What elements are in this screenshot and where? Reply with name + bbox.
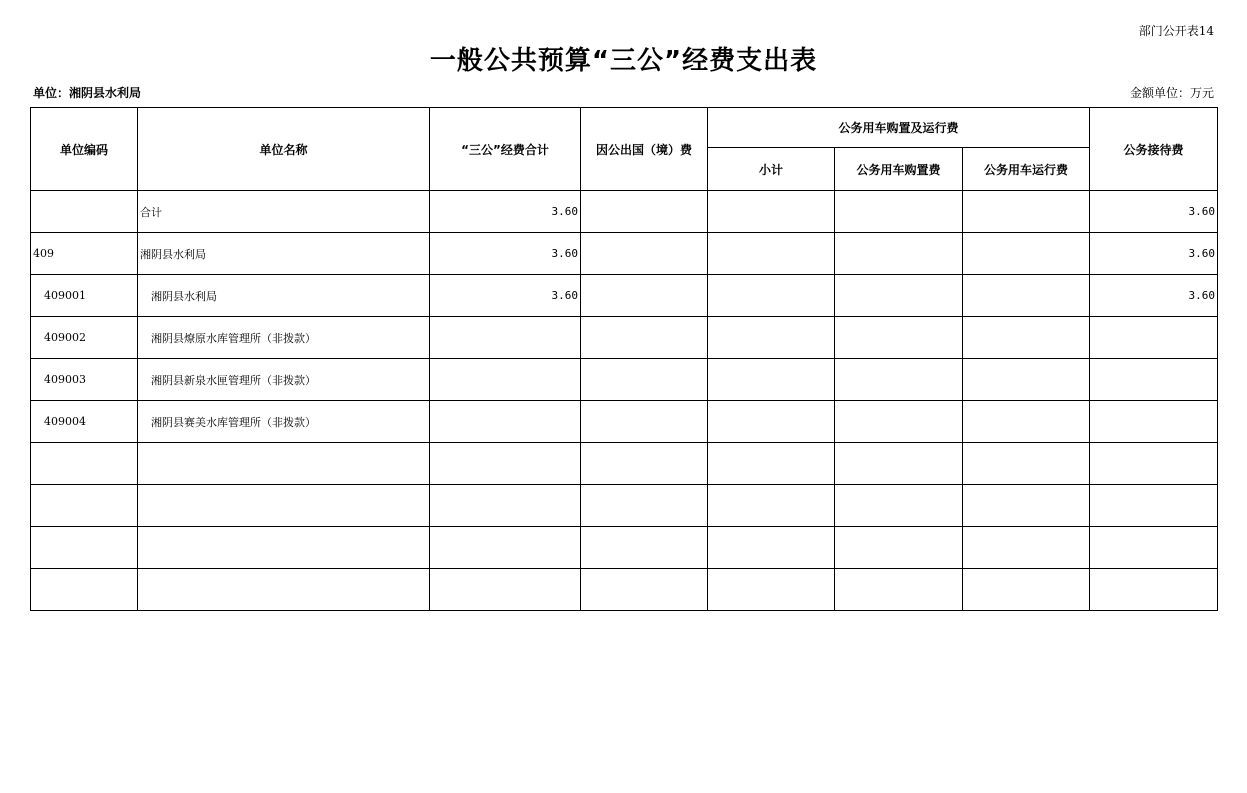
cell-vehicle-operation bbox=[963, 527, 1090, 569]
cell-name bbox=[138, 569, 430, 611]
cell-vehicle-operation bbox=[963, 191, 1090, 233]
cell-vehicle-operation bbox=[963, 233, 1090, 275]
cell-code bbox=[31, 485, 138, 527]
cell-abroad bbox=[581, 527, 708, 569]
reporting-unit: 单位：湘阴县水利局 bbox=[33, 86, 142, 100]
table-body bbox=[31, 191, 1218, 611]
cell-reception bbox=[1090, 485, 1218, 527]
cell-vehicle-purchase bbox=[835, 527, 963, 569]
table-row bbox=[31, 233, 1218, 275]
table-row bbox=[31, 527, 1218, 569]
cell-abroad bbox=[581, 317, 708, 359]
cell-subtotal bbox=[708, 275, 835, 317]
cell-code: 409 bbox=[31, 233, 138, 275]
table-row bbox=[31, 443, 1218, 485]
cell-vehicle-operation bbox=[963, 401, 1090, 443]
table-row bbox=[31, 401, 1218, 443]
col-header-vehicle-operation: 公务用车运行费 bbox=[963, 148, 1090, 191]
cell-reception bbox=[1090, 443, 1218, 485]
amount-unit: 金额单位：万元 bbox=[1129, 86, 1214, 100]
cell-total bbox=[430, 401, 581, 443]
cell-reception bbox=[1090, 569, 1218, 611]
col-header-name: 单位名称 bbox=[138, 108, 430, 191]
cell-code: 409003 bbox=[31, 359, 138, 401]
cell-vehicle-purchase bbox=[835, 485, 963, 527]
cell-code bbox=[31, 443, 138, 485]
cell-total bbox=[430, 443, 581, 485]
cell-code: 409004 bbox=[31, 401, 138, 443]
cell-vehicle-operation bbox=[963, 359, 1090, 401]
cell-name: 湘阴县新泉水匣管理所（非拨款） bbox=[138, 359, 430, 401]
cell-reception: 3.60 bbox=[1090, 191, 1218, 233]
cell-abroad bbox=[581, 569, 708, 611]
col-header-vehicle-purchase: 公务用车购置费 bbox=[835, 148, 963, 191]
cell-abroad bbox=[581, 401, 708, 443]
col-header-subtotal: 小计 bbox=[708, 148, 835, 191]
cell-subtotal bbox=[708, 485, 835, 527]
cell-code: 409001 bbox=[31, 275, 138, 317]
col-header-code: 单位编码 bbox=[31, 108, 138, 191]
cell-code: 409002 bbox=[31, 317, 138, 359]
cell-name bbox=[138, 443, 430, 485]
cell-code bbox=[31, 569, 138, 611]
cell-total bbox=[430, 569, 581, 611]
cell-vehicle-purchase bbox=[835, 191, 963, 233]
table-row bbox=[31, 275, 1218, 317]
table-row bbox=[31, 485, 1218, 527]
cell-abroad bbox=[581, 233, 708, 275]
cell-vehicle-operation bbox=[963, 569, 1090, 611]
cell-reception bbox=[1090, 359, 1218, 401]
cell-abroad bbox=[581, 275, 708, 317]
cell-total: 3.60 bbox=[430, 233, 581, 275]
cell-subtotal bbox=[708, 233, 835, 275]
cell-vehicle-purchase bbox=[835, 401, 963, 443]
cell-subtotal bbox=[708, 359, 835, 401]
form-number: 部门公开表14 bbox=[1138, 24, 1214, 38]
cell-vehicle-purchase bbox=[835, 569, 963, 611]
cell-vehicle-operation bbox=[963, 317, 1090, 359]
cell-vehicle-purchase bbox=[835, 359, 963, 401]
cell-reception bbox=[1090, 527, 1218, 569]
cell-total bbox=[430, 359, 581, 401]
cell-code bbox=[31, 191, 138, 233]
expenditure-table bbox=[30, 107, 1218, 611]
cell-name bbox=[138, 527, 430, 569]
cell-abroad bbox=[581, 359, 708, 401]
cell-subtotal bbox=[708, 191, 835, 233]
cell-subtotal bbox=[708, 569, 835, 611]
cell-total bbox=[430, 317, 581, 359]
cell-subtotal bbox=[708, 443, 835, 485]
cell-reception: 3.60 bbox=[1090, 233, 1218, 275]
cell-vehicle-purchase bbox=[835, 317, 963, 359]
cell-reception bbox=[1090, 401, 1218, 443]
cell-name: 湘阴县赛美水库管理所（非拨款） bbox=[138, 401, 430, 443]
cell-total: 3.60 bbox=[430, 275, 581, 317]
col-header-total: “三公”经费合计 bbox=[430, 108, 581, 191]
cell-total: 3.60 bbox=[430, 191, 581, 233]
cell-vehicle-operation bbox=[963, 275, 1090, 317]
page-title: 一般公共预算“三公”经费支出表 bbox=[429, 46, 818, 76]
cell-name bbox=[138, 485, 430, 527]
cell-vehicle-purchase bbox=[835, 233, 963, 275]
table-row bbox=[31, 317, 1218, 359]
table-row bbox=[31, 569, 1218, 611]
cell-abroad bbox=[581, 443, 708, 485]
cell-name: 合计 bbox=[138, 191, 430, 233]
cell-abroad bbox=[581, 485, 708, 527]
cell-code bbox=[31, 527, 138, 569]
cell-vehicle-operation bbox=[963, 443, 1090, 485]
cell-total bbox=[430, 485, 581, 527]
table-row bbox=[31, 191, 1218, 233]
col-header-reception: 公务接待费 bbox=[1090, 108, 1218, 191]
cell-reception bbox=[1090, 317, 1218, 359]
cell-name: 湘阴县水利局 bbox=[138, 233, 430, 275]
col-header-abroad: 因公出国（境）费 bbox=[581, 108, 708, 191]
cell-vehicle-purchase bbox=[835, 443, 963, 485]
cell-abroad bbox=[581, 191, 708, 233]
cell-name: 湘阴县水利局 bbox=[138, 275, 430, 317]
cell-reception: 3.60 bbox=[1090, 275, 1218, 317]
cell-vehicle-purchase bbox=[835, 275, 963, 317]
cell-subtotal bbox=[708, 317, 835, 359]
table-row bbox=[31, 359, 1218, 401]
col-header-vehicle-group: 公务用车购置及运行费 bbox=[708, 108, 1090, 148]
cell-name: 湘阴县燎原水库管理所（非拨款） bbox=[138, 317, 430, 359]
cell-subtotal bbox=[708, 527, 835, 569]
cell-total bbox=[430, 527, 581, 569]
cell-vehicle-operation bbox=[963, 485, 1090, 527]
cell-subtotal bbox=[708, 401, 835, 443]
